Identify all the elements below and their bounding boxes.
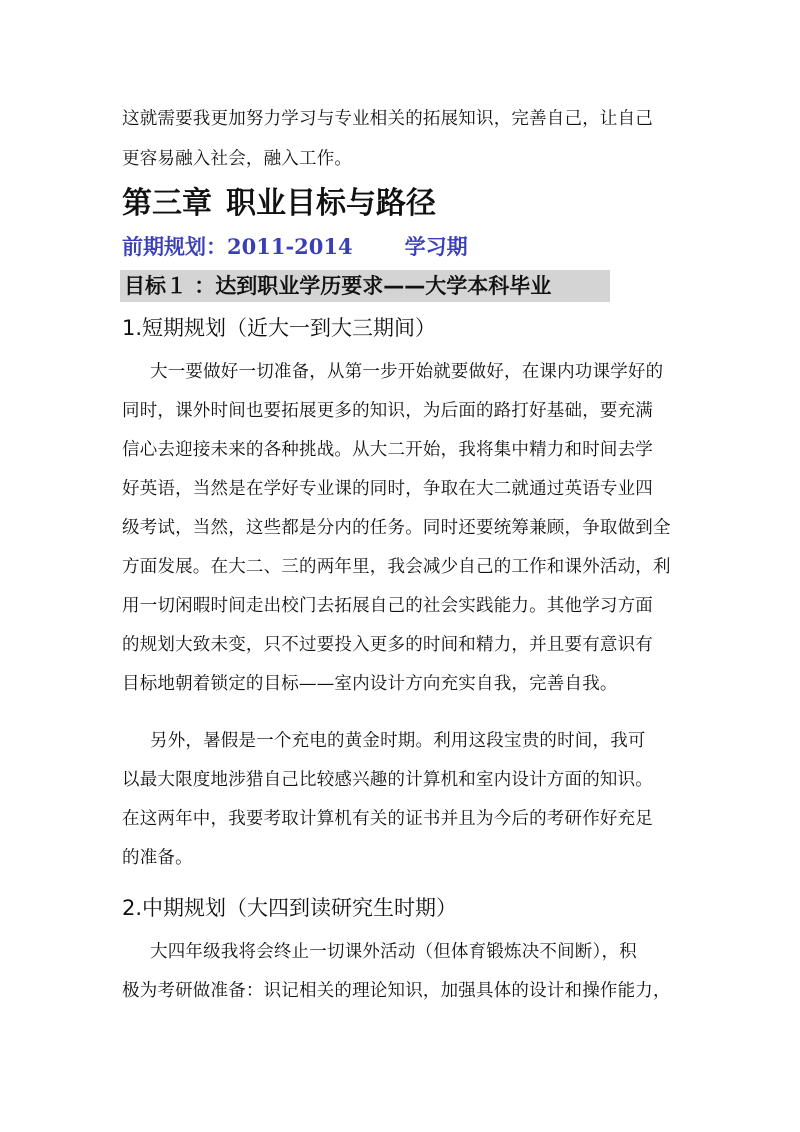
section1-para1-line-5: 级考试，当然，这些都是分内的任务。同时还要统筹兼顾，争取做到全 [122, 518, 671, 538]
section2-para1-line-1: 大四年级我将会终止一切课外活动（但体育锻炼决不间断），积 [150, 942, 637, 962]
section1-para1-line-6: 方面发展。在大二、三的两年里，我会减少自己的工作和课外活动，利 [122, 557, 671, 577]
section1-para1-line-1: 大一要做好一切准备，从第一步开始就要做好，在课内功课学好的 [150, 362, 664, 382]
section1-para1-line-4: 好英语，当然是在学好专业课的同时，争取在大二就通过英语专业四 [122, 479, 653, 499]
section1-para1-line-2: 同时，课外时间也要拓展更多的知识，为后面的路打好基础，要充满 [122, 401, 653, 421]
phase-heading [122, 232, 468, 262]
section1-para1-line-9: 目标地朝着锁定的目标——室内设计方向充实自我，完善自我。 [122, 674, 618, 694]
intro-line-1: 这就需要我更加努力学习与专业相关的拓展知识，完善自己，让自己 [122, 109, 653, 129]
chapter-heading [122, 184, 436, 224]
section1-para1-line-3: 信心去迎接未来的各种挑战。从大二开始，我将集中精力和时间去学 [122, 440, 653, 460]
section1-para2-line-1: 另外，暑假是一个充电的黄金时期。利用这段宝贵的时间，我可 [150, 731, 646, 751]
intro-line-2: 更容易融入社会，融入工作。 [122, 149, 353, 169]
goal-heading: 目标１ ：达到职业学历要求——大学本科毕业 [124, 274, 552, 298]
section1-para1-line-8: 的规划大致未变，只不过要投入更多的时间和精力，并且要有意识有 [122, 635, 653, 655]
section1-para2-line-2: 以最大限度地涉猎自己比较感兴趣的计算机和室内设计方面的知识。 [122, 770, 653, 790]
section1-para1-line-7: 用一切闲暇时间走出校门去拓展自己的社会实践能力。其他学习方面 [122, 596, 653, 616]
chapter-number: 第三章 [122, 186, 212, 221]
section2-para1-line-2: 极为考研做准备：识记相关的理论知识，加强具体的设计和操作能力， [122, 981, 671, 1001]
phase-name: 学习期 [404, 234, 468, 259]
section1-para2-line-3: 在这两年中，我要考取计算机有关的证书并且为今后的考研作好充足 [122, 809, 653, 829]
section2-heading: 2.中期规划（大四到读研究生时期） [122, 896, 458, 920]
section1-heading: 1.短期规划（近大一到大三期间） [122, 316, 437, 340]
chapter-title: 职业目标与路径 [226, 186, 436, 221]
section1-para2-line-4: 的准备。 [122, 848, 193, 868]
phase-label: 前期规划：2011-2014 [122, 234, 353, 259]
